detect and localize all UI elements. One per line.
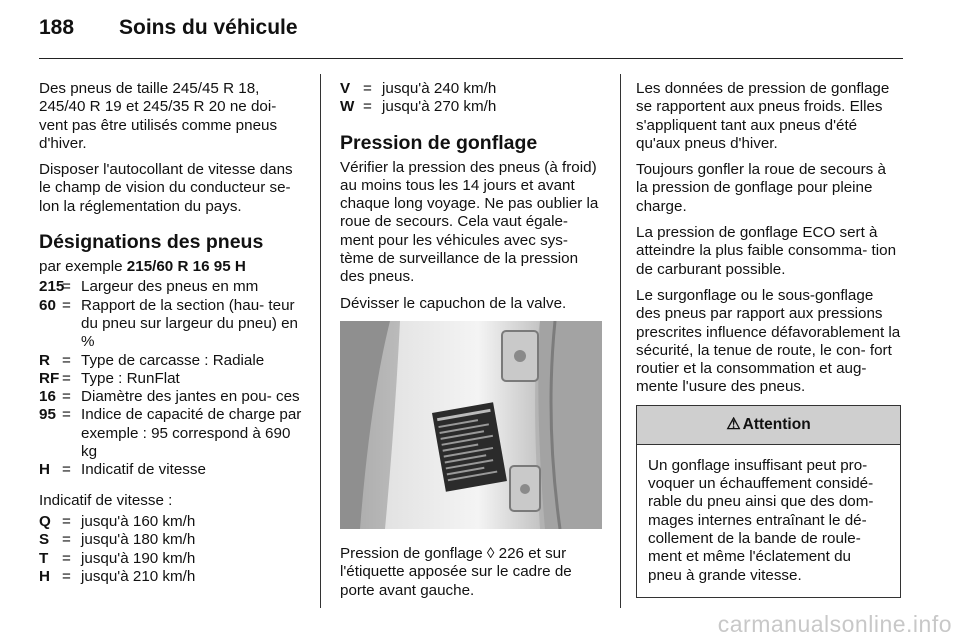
- warning-header: [637, 406, 900, 445]
- speed-value: jusqu'à 210 km/h: [81, 567, 196, 585]
- speed-row: Q = jusqu'à 160 km/h: [39, 513, 305, 531]
- speed-value: jusqu'à 160 km/h: [81, 512, 196, 530]
- speed-row: V = jusqu'à 240 km/h: [340, 80, 604, 98]
- column-divider-1: [320, 74, 321, 608]
- heading-tire-designations: Désignations des pneus: [39, 231, 264, 254]
- speed-index-list: [39, 513, 305, 586]
- designation-value: Indice de capacité de charge par exemple : 95 correspond à 690 kg: [81, 406, 302, 461]
- speed-value: jusqu'à 270 km/h: [382, 98, 497, 116]
- designation-row: 16 = Diamètre des jantes en pou- ces: [39, 388, 305, 406]
- section-title: Soins du véhicule: [119, 16, 298, 39]
- page-number: 188: [39, 16, 75, 39]
- column-divider-2: [620, 74, 621, 608]
- paragraph-cold-tires: Les données de pression de gonflage se rapportent aux pneus froids. Elles s'appliquent tant aux pneus d'été qu'aux pneus d'hiver.: [636, 80, 890, 152]
- watermark: carmanualsonline.info: [717, 611, 952, 637]
- speed-key: V: [340, 80, 351, 97]
- paragraph-over-under-inflation: Le surgonflage ou le sous-gonflage des pneus par rapport aux pressions prescrites influence défavorablement la sécurité, la tenue de route, le con- fort routier et la consommation et aug- mente l'usure des pneus.: [636, 286, 901, 396]
- speed-row: W = jusqu'à 270 km/h: [340, 98, 604, 116]
- example-prefix: par exemple: [39, 258, 127, 276]
- warning-title: Attention: [742, 415, 811, 433]
- paragraph-unscrew-cap: Dévisser le capuchon de la valve.: [340, 294, 567, 312]
- speed-row: H = jusqu'à 210 km/h: [39, 568, 305, 586]
- paragraph-check-pressure: Vérifier la pression des pneus (à froid) au moins tous les 14 jours et avant chaque long voyage. Ne pas oublier la roue de secours. Cela vaut égale- ment pour les véhicules avec sys- tème de surveillance de la pression des pneus.: [340, 158, 599, 286]
- warning-box: [636, 405, 901, 598]
- designation-key: H: [39, 461, 50, 479]
- column-1: [39, 80, 305, 598]
- speed-key: Q: [39, 512, 51, 530]
- designation-value: Type : RunFlat: [81, 369, 180, 387]
- paragraph-tire-sizes: Des pneus de taille 245/45 R 18, 245/40 R 19 et 245/35 R 20 ne doi- vent pas être utilisés comme pneus d'hiver.: [39, 80, 278, 152]
- door-frame-illustration: [340, 321, 602, 529]
- designation-value: Diamètre des jantes en pou- ces: [81, 388, 300, 406]
- speed-value: jusqu'à 190 km/h: [81, 549, 196, 567]
- designation-value: Rapport de la section (hau- teur du pneu sur largeur du pneu) en %: [81, 296, 299, 351]
- designation-value: Indicatif de vitesse: [81, 461, 206, 479]
- speed-key: S: [39, 531, 50, 549]
- speed-key: H: [39, 567, 50, 585]
- speed-row: T = jusqu'à 190 km/h: [39, 550, 305, 568]
- designation-key: 60: [39, 296, 56, 314]
- column-2: [340, 80, 604, 608]
- paragraph-eco-pressure: La pression de gonflage ECO sert à atteindre la plus faible consomma- tion de carburant possible.: [636, 224, 897, 278]
- example-code: 215/60 R 16 95 H: [126, 258, 246, 276]
- warning-body: Un gonflage insuffisant peut pro- voquer un échauffement considé- rable du pneu ainsi que des dom- mages internes entraînant le dé- collement de la bande de roule- ment et même l'éclatement du pneu à grande vitesse.: [648, 456, 874, 584]
- designation-row: RF = Type : RunFlat: [39, 370, 305, 388]
- designation-value: Type de carcasse : Radiale: [81, 351, 265, 369]
- speed-value: jusqu'à 180 km/h: [81, 531, 196, 549]
- door-frame-label-image: [340, 321, 602, 529]
- paragraph-speed-sticker: Disposer l'autocollant de vitesse dans le champ de vision du conducteur se- lon la réglementation du pays.: [39, 161, 293, 215]
- speed-index-list-cont: [340, 80, 604, 117]
- designation-example: [39, 258, 305, 276]
- heading-tire-pressure: Pression de gonflage: [340, 131, 538, 154]
- speed-key: W: [340, 98, 355, 116]
- designation-key: R: [39, 351, 50, 369]
- header-rule: [39, 58, 903, 59]
- designation-row: R = Type de carcasse : Radiale: [39, 352, 305, 370]
- image-caption: Pression de gonflage ◊ 226 et sur l'étiquette apposée sur le cadre de porte avant gauche.: [340, 544, 572, 599]
- warning-triangle-icon: ⚠: [726, 415, 741, 433]
- speed-key: T: [39, 549, 49, 567]
- designation-list: [39, 278, 305, 479]
- column-3: [636, 80, 901, 598]
- designation-key: RF: [39, 369, 60, 387]
- paragraph-spare-wheel: Toujours gonfler la roue de secours à la pression de gonflage pour pleine charge.: [636, 161, 886, 215]
- designation-row: H = Indicatif de vitesse: [39, 461, 305, 479]
- designation-value: Largeur des pneus en mm: [81, 278, 259, 296]
- designation-key: 215: [39, 278, 65, 296]
- page-header: [39, 14, 903, 54]
- designation-row: 60 = Rapport de la section (hau- teur du pneu sur largeur du pneu) en %: [39, 297, 305, 352]
- speed-index-intro: Indicatif de vitesse :: [39, 491, 173, 509]
- designation-key: 16: [39, 388, 56, 406]
- designation-row: 215 = Largeur des pneus en mm: [39, 278, 305, 296]
- designation-row: 95 = Indice de capacité de charge par exemple : 95 correspond à 690 kg: [39, 406, 305, 461]
- speed-row: S = jusqu'à 180 km/h: [39, 531, 305, 549]
- speed-value: jusqu'à 240 km/h: [382, 80, 497, 97]
- designation-key: 95: [39, 406, 56, 424]
